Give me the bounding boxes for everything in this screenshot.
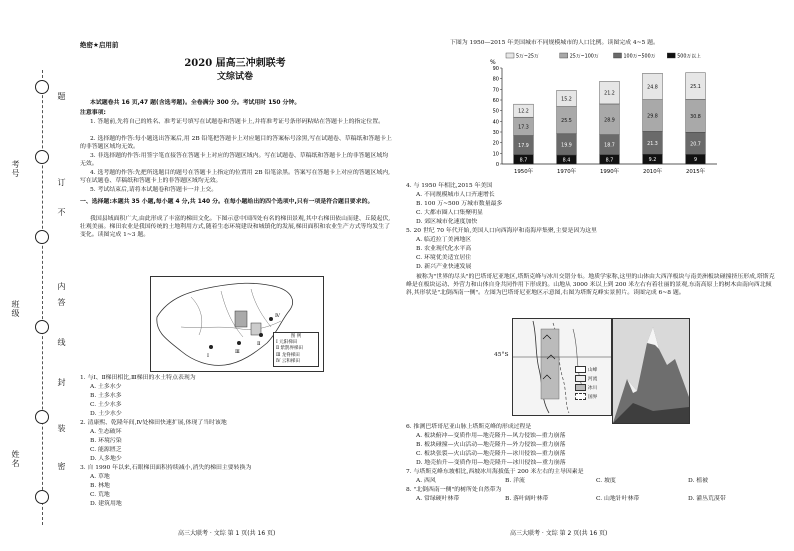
data-label: 28.9 [604,118,615,124]
exam-number-label: 考号 [11,160,20,178]
q5-option: A. 临近拉丁美洲地区 [416,237,472,243]
q5-option: B. 农业现代化水平高 [416,246,472,252]
q7-option: C. 坡度 [596,478,616,484]
map-legend-title: 图 例 [290,333,302,339]
gutter-word: 内 [57,282,66,290]
data-label: 30.8 [690,114,701,120]
data-label: 25.1 [690,85,701,91]
legend-label: 25万~100万 [569,54,599,60]
map-legend-item: Ⅰ 元阳梯田 [276,340,298,346]
gutter-word: 不 [57,208,66,216]
q8-option: D. 灌丛荒漠带 [688,496,726,502]
map-legend-item: Ⅳ 云和梯田 [276,358,300,364]
q2-option: A. 生态破坏 [90,429,122,435]
glacier-swatch [575,384,586,391]
q6-option: B. 板块碰撞—火山活动—地壳隆升—外力侵蚀—重力崩落 [416,442,566,448]
q1-option: B. 土多水多 [90,393,122,399]
binding-circle [35,410,49,424]
data-label: 9 [693,158,698,164]
legend-label: 国界 [588,395,598,400]
question-1: 1. 与Ⅰ、Ⅱ梯田相比,Ⅲ梯田的水土特点表现为 [80,375,196,381]
q3-option: C. 荒地 [90,492,110,498]
svg-text:Ⅱ: Ⅱ [257,341,261,347]
exam-title: 2020 届高三冲刺联考 [184,58,286,69]
question-8: 8. "北倒西南一侧"的树所处自然带为 [406,487,502,493]
x-tick-label: 1970年 [556,169,577,175]
q8-option: C. 山地针叶林带 [596,496,640,502]
binding-circle [35,230,49,244]
gutter-word: 订 [57,178,66,186]
passage-text: 被称为"世界的尽头"的巴塔哥尼亚地区,塔斯克峰与冰川交错分布。地质学家称,这里的山体由大西洋板块与南美洲板块碰撞挤压形成,塔斯克峰是在板块运动、外营力和山体自身共同作用下形成的。山地从 3000 米以上到 200 米左右有着壮丽的景观,东南高原上的树木由南向西北倾斜,其形状是"北倒西南一侧"。左图为巴塔哥尼亚地区示意图,右图为塔斯克峰实景照片。读图完成 6~8 题。 [406,274,775,296]
q6-option: D. 地壳抬升—变质作用—地壳隆升—冰川侵蚀—重力崩落 [416,460,566,466]
gutter-word: 答 [57,298,66,306]
data-label: 20.7 [690,142,701,148]
data-label: 24.8 [647,85,658,91]
data-label: 25.5 [561,119,572,125]
question-2: 2. 清康熙、乾隆年间,Ⅳ处梯田快速扩展,体现了当时该地 [80,420,227,426]
y-tick-label: 30 [492,130,499,136]
y-tick-label: 70 [492,87,499,94]
q2-option: D. 人多地少 [90,456,122,462]
question-5: 5. 20 世纪 70 年代开始,美国人口向西海岸和南海岸集聚,主要是因为这里 [406,228,597,234]
q7-option: D. 植被 [688,478,709,484]
y-tick-label: 0 [495,162,499,168]
passage-text: 我国县域面积广大,由此形成了丰富的梯田文化。下图示意中国四处有名的梯田景观,其中右梯田依山而建、丘陵起伏,壮观美丽。梯田农业是我国传统的土地利用方式,随着生态环境建设和城镇化的发展,梯田面积和农业生产方式等均发生了变化。读图完成 1~3 题。 [80,216,391,238]
notice-item: 5. 考试结束后,请将本试题卷和答题卡一并上交。 [90,187,218,193]
exam-intro: 本试题卷共 16 页,47 题(含选考题)。全卷满分 300 分。考试用时 150 分钟。 [90,100,301,106]
svg-text:Ⅰ: Ⅰ [207,353,209,359]
y-tick-label: 50 [492,108,499,115]
latitude-label: 45°S [494,352,509,358]
page-footer-right: 高三大联考 · 文综 第 2 页(共 16 页) [510,530,608,537]
data-label: 17.9 [518,144,529,150]
notice-item: 3. 非选择题的作答:用签字笔直接答在答题卡上对应的答题区域内。写在试题卷、草稿纸和答题卡上的非答题区域均无效。 [80,153,389,167]
svg-text:Ⅲ: Ⅲ [235,349,240,355]
q5-option: D. 新兴产业快速发展 [416,264,472,270]
map-legend-item: Ⅱ 紫鹊界梯田 [276,346,303,352]
data-label: 18.7 [604,143,615,149]
q1-option: D. 土少水少 [90,411,122,417]
q7-option: B. 洋流 [505,478,525,484]
y-tick-label: 40 [492,119,499,126]
data-label: 21.2 [604,91,615,97]
q3-option: B. 林地 [90,483,110,489]
y-tick-label: 20 [492,140,499,147]
question-7: 7. 与塔斯克峰东坡相比,西坡冰川海拔低于 200 米左右的主导因素是 [406,469,584,475]
q8-option: B. 落叶阔叶林带 [505,496,549,502]
exam-subtitle: 文综试卷 [216,72,253,82]
gutter-word: 装 [57,424,66,432]
q8-option: A. 常绿硬叶林带 [416,496,460,502]
population-chart [480,50,725,180]
x-tick-label: 1950年 [513,169,534,175]
legend-swatch [614,53,622,58]
q7-option: A. 西风 [416,478,436,484]
name-label: 姓名 [11,450,20,468]
binding-circle [35,490,49,504]
question-3: 3. 自 1990 年以来,石眼梯田面积持续减小,消失的梯田主要转换为 [80,465,252,471]
q4-option: A. 不同规模城市人口齐速增长 [416,192,495,198]
q2-option: C. 能源匮乏 [90,447,122,453]
legend-label: 山峰 [588,368,598,373]
notice-item: 4. 选考题的作答:先把所选题目的题号在答题卡上指定的位置用 2B 铅笔涂黑。答案写在答题卡上对应的答题区域内,写在试题卷、草稿纸和答题卡上的非答题区域均无效。 [80,170,391,184]
y-tick-label: 90 [492,66,499,72]
data-label: 8.7 [519,158,528,164]
data-label: 8.4 [562,158,571,164]
q3-option: A. 草地 [90,474,110,480]
legend-river [575,375,613,384]
peak-swatch [575,366,586,373]
q1-option: A. 土多水少 [90,384,122,390]
legend-label: 河流 [588,377,598,382]
river-swatch [575,375,586,382]
q6-option: A. 板块俯冲—变质作用—地壳隆升—风力侵蚀—重力崩落 [416,433,566,439]
border-swatch [575,393,586,400]
y-axis-label: % [490,59,496,66]
data-label: 17.3 [518,125,529,131]
binding-circle [35,150,49,164]
data-label: 19.9 [561,143,572,149]
gutter-word: 封 [57,378,66,386]
q4-option: D. 郊区城市化速度加快 [416,219,478,225]
q6-option: C. 板块张裂—火山活动—地壳隆升—冰川侵蚀—重力崩落 [416,451,566,457]
q2-option: B. 环境污染 [90,438,122,444]
y-tick-label: 10 [492,151,499,158]
legend-glacier [575,384,613,393]
q1-option: C. 土少水多 [90,402,122,408]
q3-option: D. 建筑用地 [90,501,122,507]
data-label: 21.3 [647,141,658,147]
x-tick-label: 2010年 [642,169,663,175]
data-label: 29.8 [647,114,658,120]
q5-option: C. 环境优美适宜居住 [416,255,472,261]
chart-intro: 下图为 1950—2015 年美国城市不同规模城市的人口比例。读图完成 4~5 题。 [450,40,659,46]
class-label: 班级 [11,300,20,318]
question-6: 6. 推测巴塔哥尼亚山脉上塔斯克峰的形成过程是 [406,424,532,430]
notice-title: 注意事项: [80,110,106,116]
question-4: 4. 与 1950 年相比,2015 年美国 [406,183,493,189]
data-label: 15.2 [561,97,572,103]
page-footer-left: 高三大联考 · 文综 第 1 页(共 16 页) [178,530,276,537]
data-label: 8.7 [605,158,614,164]
notice-item: 1. 答题前,先将自己的姓名、准考证号填写在试题卷和答题卡上,并将准考证号条形码粘贴在答题卡上的指定位置。 [90,119,384,125]
data-label: 9.2 [648,158,657,164]
x-tick-label: 2015年 [685,169,706,175]
binding-gutter [0,0,76,551]
svg-text:Ⅳ: Ⅳ [275,313,280,319]
x-tick-label: 1990年 [599,169,620,175]
q4-option: C. 大都市圈人口集聚明显 [416,210,483,216]
patagonia-legend [575,366,613,402]
legend-border [575,393,613,402]
section-heading: 一、选择题:本题共 35 小题,每小题 4 分,共 140 分。在每小题给出的四个选项中,只有一项是符合题目要求的。 [80,199,374,205]
legend-swatch [667,53,675,58]
q4-option: B. 100 万~500 万城市数量最多 [416,201,503,207]
y-tick-label: 60 [492,98,499,104]
mountain-photo [612,318,690,424]
legend-swatch [560,53,568,58]
map-legend-item: Ⅲ 龙脊梯田 [276,352,300,358]
legend-peak [575,366,613,375]
data-label: 12.2 [518,109,529,115]
legend-label: 500万以上 [677,54,701,60]
binding-dashed-line [42,70,43,525]
gutter-word: 密 [57,462,66,470]
binding-circle [35,80,49,94]
mountain-peak-image [613,319,689,423]
gutter-word: 题 [57,92,66,100]
y-tick-label: 80 [492,76,499,83]
legend-swatch [506,53,514,58]
gutter-word: 线 [57,338,66,346]
legend-label: 100万~500万 [623,54,656,60]
legend-label: 冰川 [588,386,598,391]
confidential-mark: 绝密★启用前 [80,41,119,49]
terrace-location-map [150,276,324,372]
notice-item: 2. 选择题的作答:每小题选出答案后,用 2B 铅笔把答题卡上对应题目的答案标号涂黑,写在试题卷、草稿纸和答题卡上的非答题区域均无效。 [80,136,392,150]
map-legend [273,332,319,367]
legend-label: 5万~25万 [516,54,539,60]
stacked-bar-chart [480,50,725,180]
binding-circle [35,320,49,334]
